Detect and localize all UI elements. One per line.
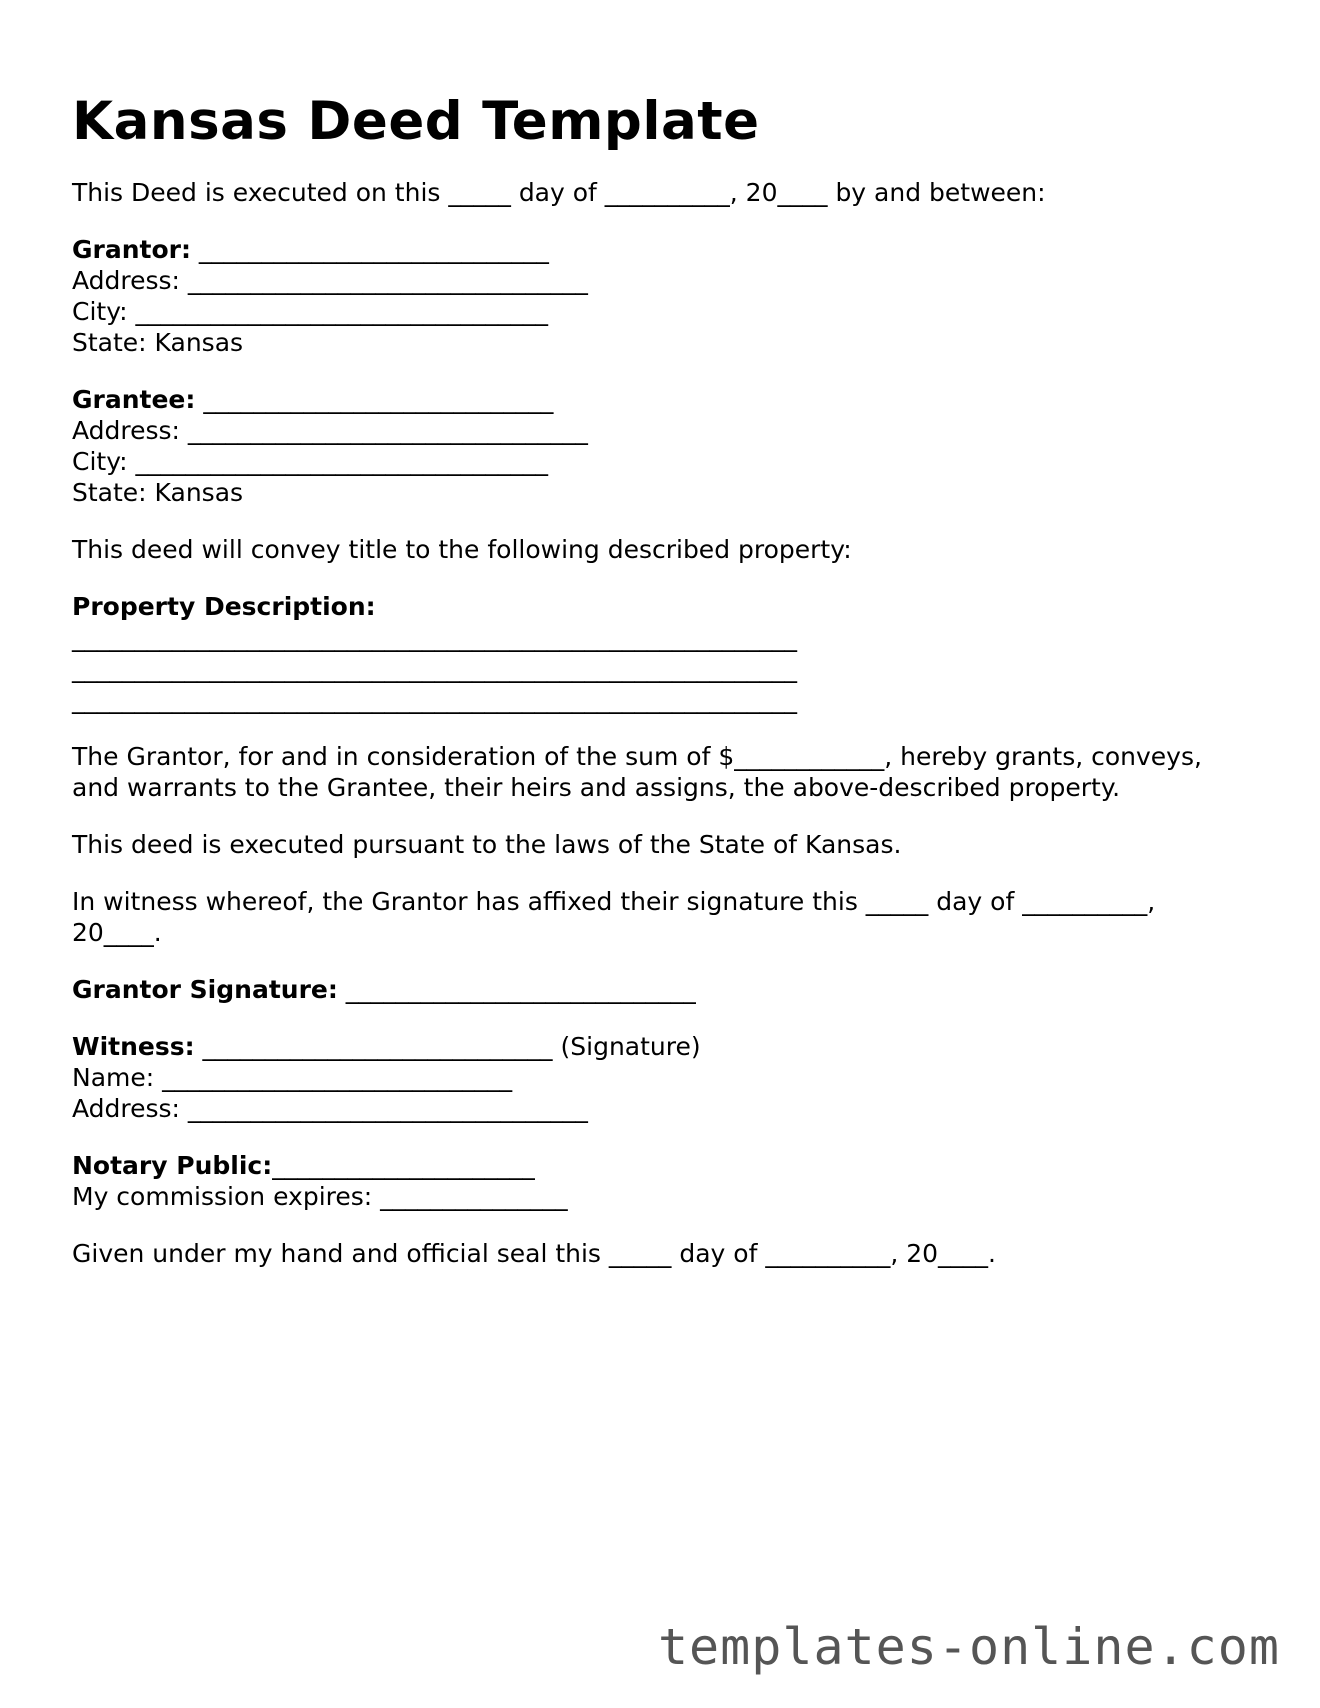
seal-text: Given under my hand and official seal this _____ day of __________, 20____.: [72, 1239, 996, 1268]
grantor-line: [72, 234, 1252, 265]
witness-section: [72, 1031, 1252, 1124]
grant-text: The Grantor, for and in consideration of the sum of $____________, hereby grants, conveys, and warrants to the Grantee, their heirs and assigns, the above-described property.: [72, 742, 1202, 802]
property-line: __________________________________________________________: [72, 685, 797, 714]
property-label: Property Description:: [72, 592, 376, 621]
law-text: This deed is executed pursuant to the laws of the State of Kansas.: [72, 830, 902, 859]
property-section: [72, 591, 1252, 715]
grantor-signature-line: [72, 974, 1252, 1005]
grantee-name-field: ____________________________: [195, 385, 554, 414]
witness-name-field: Name: ____________________________: [72, 1063, 513, 1092]
witness-line: [72, 1031, 1252, 1062]
notary-line: [72, 1150, 1252, 1181]
page-title: Kansas Deed Template: [72, 91, 760, 152]
notary-commission-field: My commission expires: _______________: [72, 1182, 568, 1211]
notary-section: [72, 1150, 1252, 1212]
grantee-state: State: Kansas: [72, 478, 244, 507]
grantee-label: Grantee:: [72, 385, 196, 414]
convey-text: This deed will convey title to the following described property:: [72, 535, 852, 564]
intro-text: This Deed is executed on this _____ day of __________, 20____ by and between:: [72, 178, 1046, 207]
property-line: __________________________________________________________: [72, 623, 797, 652]
grantee-section: [72, 384, 1252, 508]
grantee-city-field: City: _________________________________: [72, 447, 549, 476]
grantee-line: [72, 384, 1252, 415]
grantor-name-field: ____________________________: [190, 235, 549, 264]
witness-address-field: Address: ________________________________: [72, 1094, 588, 1123]
property-line: __________________________________________________________: [72, 654, 797, 683]
witness-whereof-text: In witness whereof, the Grantor has affixed their signature this _____ day of __________, 20____.: [72, 887, 1156, 947]
grantor-section: [72, 234, 1252, 358]
grantor-signature-section: [72, 974, 1252, 1005]
grantor-label: Grantor:: [72, 235, 191, 264]
grantee-address-field: Address: ________________________________: [72, 416, 588, 445]
notary-field: _____________________: [272, 1151, 535, 1180]
watermark: templates-online.com: [657, 1618, 1280, 1676]
grantor-address-field: Address: ________________________________: [72, 266, 588, 295]
witness-signature-field: ____________________________ (Signature): [194, 1032, 701, 1061]
witness-label: Witness:: [72, 1032, 195, 1061]
grantor-signature-field: ____________________________: [337, 975, 696, 1004]
grantor-signature-label: Grantor Signature:: [72, 975, 338, 1004]
notary-label: Notary Public:: [72, 1151, 273, 1180]
grantor-city-field: City: _________________________________: [72, 297, 549, 326]
grantor-state: State: Kansas: [72, 328, 244, 357]
deed-document: [72, 90, 1252, 1295]
